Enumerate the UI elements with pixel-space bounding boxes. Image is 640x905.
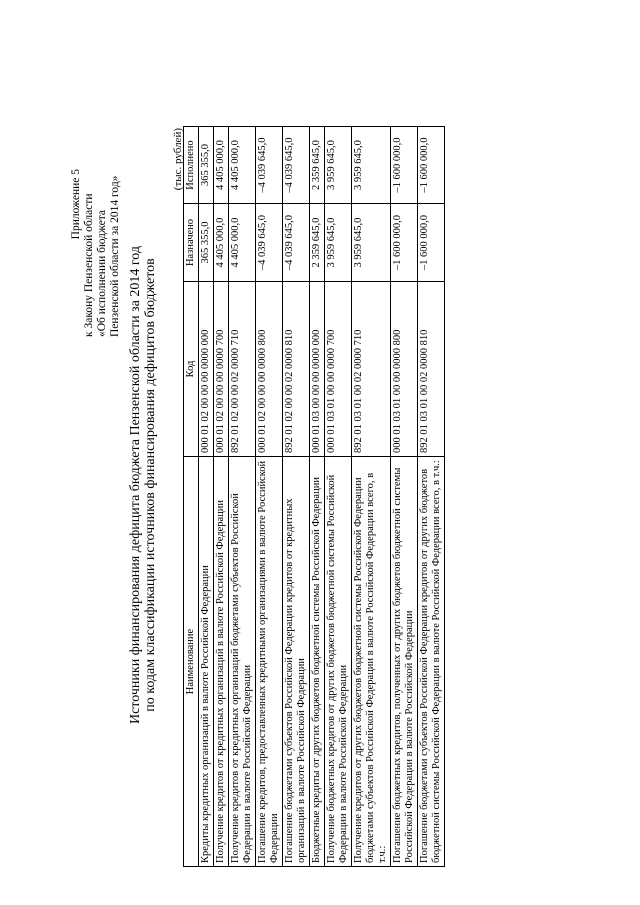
table-row bbox=[352, 127, 391, 867]
cell-code: 000 01 02 00 00 00 0000 800 bbox=[256, 282, 283, 457]
table-row bbox=[229, 127, 256, 867]
appendix-title: Приложение 5 bbox=[70, 169, 82, 240]
header-code: Код bbox=[184, 282, 199, 457]
cell-planned: 365 355,0 bbox=[199, 204, 214, 282]
appendix-block bbox=[70, 137, 122, 337]
cell-planned: –4 039 645,0 bbox=[256, 204, 283, 282]
table-header-row bbox=[184, 127, 199, 867]
table-row bbox=[214, 127, 229, 867]
cell-planned: 3 959 645,0 bbox=[325, 204, 352, 282]
cell-code: 892 01 02 00 00 02 0000 810 bbox=[283, 282, 310, 457]
cell-planned: –4 039 645,0 bbox=[283, 204, 310, 282]
header-planned: Назначено bbox=[184, 204, 199, 282]
header-executed: Исполнено bbox=[184, 127, 199, 204]
cell-name: Получение кредитов от кредитных организаций в валюте Российской Федерации bbox=[214, 457, 229, 867]
cell-executed: –1 600 000,0 bbox=[391, 127, 418, 204]
appendix-line: «Об исполнении бюджета bbox=[96, 209, 108, 337]
cell-planned: –1 600 000,0 bbox=[391, 204, 418, 282]
table-row bbox=[310, 127, 325, 867]
table-row bbox=[283, 127, 310, 867]
table-body bbox=[199, 127, 445, 867]
cell-executed: 365 355,0 bbox=[199, 127, 214, 204]
financing-sources-table bbox=[183, 126, 445, 867]
cell-code: 892 01 02 00 00 02 0000 710 bbox=[229, 282, 256, 457]
document-title bbox=[128, 185, 158, 785]
cell-code: 000 01 03 01 00 00 0000 700 bbox=[325, 282, 352, 457]
cell-code: 000 01 03 01 00 00 0000 800 bbox=[391, 282, 418, 457]
cell-executed: –1 600 000,0 bbox=[418, 127, 445, 204]
cell-executed: 3 959 645,0 bbox=[325, 127, 352, 204]
cell-code: 000 01 02 00 00 00 0000 000 bbox=[199, 282, 214, 457]
cell-code: 000 01 02 00 00 00 0000 700 bbox=[214, 282, 229, 457]
cell-name: Получение кредитов от других бюджетов бюджетной системы Российской Федерации бюджетами субъектов Российской Федерации в валюте Российской Федерации всего, в т.ч.: bbox=[352, 457, 391, 867]
cell-executed: 4 405 000,0 bbox=[229, 127, 256, 204]
cell-name: Кредиты кредитных организаций в валюте Российской Федерации bbox=[199, 457, 214, 867]
table-row bbox=[325, 127, 352, 867]
cell-executed: –4 039 645,0 bbox=[283, 127, 310, 204]
cell-name: Бюджетные кредиты от других бюджетов бюджетной системы Российской Федерации bbox=[310, 457, 325, 867]
cell-executed: 4 405 000,0 bbox=[214, 127, 229, 204]
cell-name: Погашение бюджетных кредитов, полученных от других бюджетов бюджетной системы Российской Федерации в валюте Российской Федерации bbox=[391, 457, 418, 867]
cell-executed: 2 359 645,0 bbox=[310, 127, 325, 204]
cell-executed: –4 039 645,0 bbox=[256, 127, 283, 204]
cell-name: Погашение кредитов, предоставленных кредитными организациями в валюте Российской Федерации bbox=[256, 457, 283, 867]
cell-name: Погашение бюджетами субъектов Российской Федерации кредитов от других бюджетов бюджетной системы Российской Федерации в валюте Российской Федерации всего, в т.ч.: bbox=[418, 457, 445, 867]
cell-planned: 2 359 645,0 bbox=[310, 204, 325, 282]
title-line-1: Источники финансирования дефицита бюджета Пензенской области за 2014 год bbox=[128, 246, 143, 725]
title-line-2: по кодам классификации источников финансирования дефицитов бюджетов bbox=[143, 258, 158, 712]
cell-code: 892 01 03 01 00 02 0000 810 bbox=[418, 282, 445, 457]
cell-name: Получение бюджетных кредитов от других бюджетов бюджетной системы Российской Федерации в валюте Российской Федерации bbox=[325, 457, 352, 867]
cell-planned: 4 405 000,0 bbox=[229, 204, 256, 282]
table-row bbox=[199, 127, 214, 867]
appendix-line: к Закону Пензенской области bbox=[83, 193, 95, 337]
cell-planned: 4 405 000,0 bbox=[214, 204, 229, 282]
cell-name: Получение кредитов от кредитных организаций бюджетами субъектов Российской Федерации в валюте Российской Федерации bbox=[229, 457, 256, 867]
cell-name: Погашение бюджетами субъектов Российской Федерации кредитов от кредитных организаций в валюте Российской Федерации bbox=[283, 457, 310, 867]
cell-code: 892 01 03 01 00 02 0000 710 bbox=[352, 282, 391, 457]
header-name: Наименование bbox=[184, 457, 199, 867]
unit-label: (тыс. рублей) bbox=[172, 128, 184, 191]
table-row bbox=[418, 127, 445, 867]
cell-planned: –1 600 000,0 bbox=[418, 204, 445, 282]
cell-executed: 3 959 645,0 bbox=[352, 127, 391, 204]
cell-planned: 3 959 645,0 bbox=[352, 204, 391, 282]
table-row bbox=[256, 127, 283, 867]
table-row bbox=[391, 127, 418, 867]
cell-code: 000 01 03 00 00 00 0000 000 bbox=[310, 282, 325, 457]
appendix-line: Пензенской области за 2014 год» bbox=[109, 175, 121, 337]
